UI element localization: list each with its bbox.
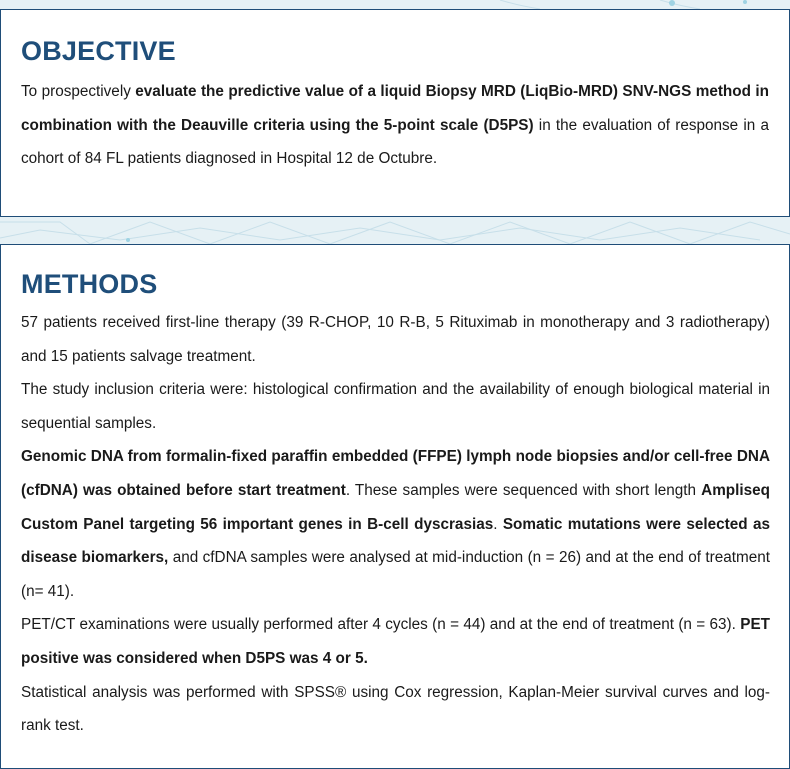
objective-text-2-bold: evaluate the predictive value of a liquid Biopsy MRD (LiqBio-MRD) SNV-NGS method in combination with the Deauville criteria using the 5-point scale (D5PS) bbox=[21, 83, 769, 134]
methods-text-cfdna: and cfDNA samples were analysed at mid-induction (n = 26) and at the end of treatment (n= 41). bbox=[21, 549, 770, 600]
methods-paragraph-statistics: Statistical analysis was performed with SPSS® using Cox regression, Kaplan-Meier survival curves and log-rank test. bbox=[21, 683, 770, 735]
methods-paragraph-therapy: 57 patients received first-line therapy (39 R-CHOP, 10 R-B, 5 Rituximab in monotherapy and 3 radiotherapy) and 15 patients salvage treatment. bbox=[21, 314, 770, 365]
objective-text-3: in the evaluation of response in a cohort of 84 FL patients diagnosed in Hospital 12 de Octubre. bbox=[21, 116, 769, 167]
objective-panel bbox=[0, 9, 790, 217]
methods-text-somatic-bold: Somatic mutations were selected as disease biomarkers, bbox=[21, 515, 771, 567]
methods-text-seq: . These samples were sequenced with short length bbox=[345, 481, 702, 499]
methods-text-sep: . bbox=[493, 515, 503, 533]
methods-text-dna-bold: Genomic DNA from formalin-fixed paraffin embedded (FFPE) lymph node biopsies and/or cell-free DNA (cfDNA) was obtained before start treatment bbox=[21, 448, 770, 499]
objective-text-1: To prospectively bbox=[21, 83, 136, 100]
objective-heading: OBJECTIVE bbox=[21, 36, 176, 66]
methods-text-panel-bold: Ampliseq Custom Panel targeting 56 important genes in B-cell dyscrasias bbox=[21, 481, 771, 533]
methods-paragraph-inclusion: The study inclusion criteria were: histological confirmation and the availability of enough biological material in sequential samples. bbox=[21, 381, 770, 432]
methods-paragraph-pet bbox=[21, 608, 770, 675]
methods-text-pet-bold: PET positive was considered when D5PS was 4 or 5. bbox=[21, 616, 770, 667]
objective-paragraph bbox=[21, 75, 769, 176]
methods-paragraph-sequencing bbox=[21, 440, 770, 608]
methods-panel bbox=[0, 244, 790, 769]
methods-heading: METHODS bbox=[21, 269, 158, 299]
methods-text-pet: PET/CT examinations were usually performed after 4 cycles (n = 44) and at the end of treatment (n = 63). bbox=[21, 616, 741, 634]
